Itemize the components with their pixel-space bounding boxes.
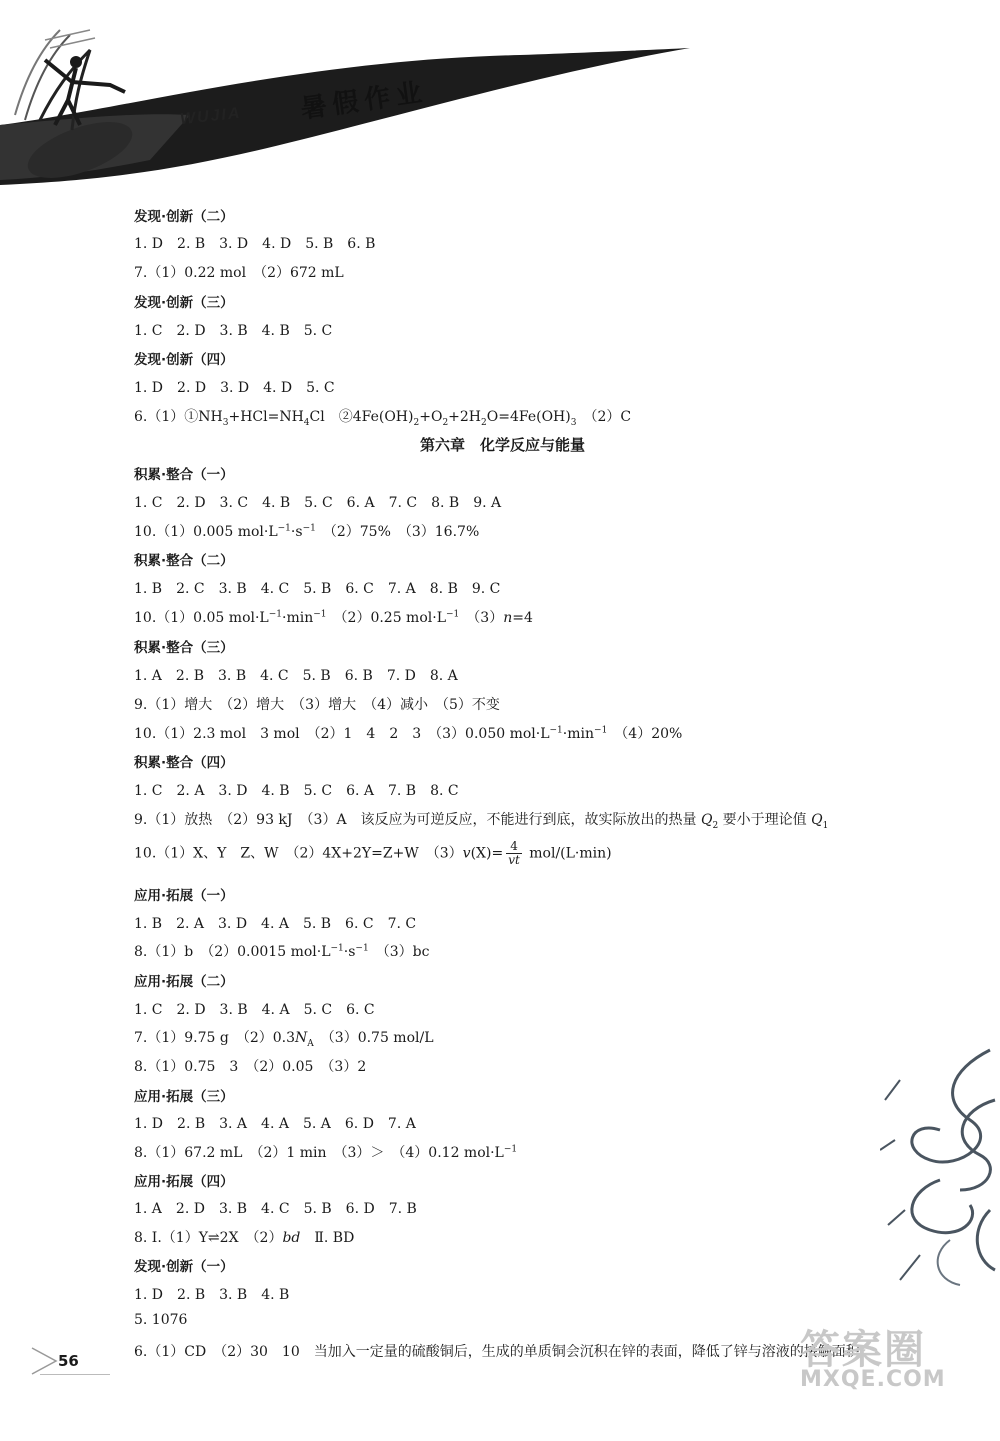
- section-heading: 应用·拓展（四）: [134, 1174, 234, 1190]
- section-heading: 积累·整合（四）: [134, 755, 234, 771]
- answer-line: 1. A 2. B 3. B 4. C 5. B 6. B 7. D 8. A: [134, 668, 458, 684]
- answer-line: 1. D 2. B 3. B 4. B: [134, 1287, 290, 1303]
- answer-line: 1. C 2. D 3. B 4. B 5. C: [134, 323, 333, 339]
- answer-line: 1. D 2. D 3. D 4. D 5. C: [134, 380, 335, 396]
- header-banner-graphic: [0, 0, 1000, 200]
- page-number-underline: [40, 1374, 110, 1375]
- section-heading: 应用·拓展（三）: [134, 1089, 234, 1105]
- header-brand-word: WUJIA: [179, 104, 243, 129]
- page-number: 56: [58, 1352, 79, 1370]
- section-heading: 发现·创新（三）: [134, 295, 234, 311]
- answer-line: 8.（1）b （2）0.0015 $mol\cdot L^{-1}\cdot s^{-1}$ （3）bc: [134, 943, 430, 960]
- answer-line: 8. Ⅰ.（1）Y⇌2X （2）bd Ⅱ. BD: [134, 1230, 355, 1246]
- answer-line: 9.（1）增大 （2）增大 （3）增大 （4）减小 （5）不变: [134, 697, 500, 713]
- answer-line: 5. 1076: [134, 1312, 188, 1328]
- answer-line: 1. B 2. A 3. D 4. A 5. B 6. C 7. C: [134, 916, 417, 932]
- answer-line: 10.（1）0.005 $mol\cdot L^{-1}\cdot s^{-1}$ （2）75% （3）16.7%: [134, 523, 480, 540]
- section-heading: 发现·创新（四）: [134, 352, 234, 368]
- section-heading: 积累·整合（一）: [134, 467, 234, 483]
- swirl-decoration: [880, 1040, 1000, 1300]
- answer-line: 1. A 2. D 3. B 4. C 5. B 6. D 7. B: [134, 1201, 417, 1217]
- answer-line: 8.（1）67.2 mL （2）1 min （3）＞ （4）0.12 $mol\cdot L^{-1}$: [134, 1144, 518, 1161]
- answer-line: 10.（1）X、Y Z、W （2）4X+2Y=Z+W （3）v(X)= $\frac{4}{vt}$ mol/(L·min): [134, 839, 612, 867]
- answer-line: 7.（1）9.75 g $(2)0.3N_A$ （3）0.75 mol/L: [134, 1030, 434, 1049]
- answer-line: 1. D 2. B 3. A 4. A 5. A 6. D 7. A: [134, 1116, 416, 1132]
- answer-line: 8.（1）0.75 3 （2）0.05 （3）2: [134, 1059, 367, 1075]
- answer-line: 9.（1）放热 （2）93 kJ （3）A 该反应为可逆反应，不能进行到底，故实际放出的热量 $Q_2$ 要小于理论值 $Q_1$: [134, 812, 829, 831]
- answer-line: 1. C 2. A 3. D 4. B 5. C 6. A 7. B 8. C: [134, 783, 459, 799]
- section-heading: 积累·整合（二）: [134, 553, 234, 569]
- watermark: [800, 1318, 990, 1392]
- answer-line: 1. C 2. D 3. C 4. B 5. C 6. A 7. C 8. B 9. A: [134, 495, 502, 511]
- header-title: 暑假作业: [298, 77, 430, 125]
- answer-line: 1. C 2. D 3. B 4. A 5. C 6. C: [134, 1002, 375, 1018]
- answer-line: 7.（1）0.22 mol （2）672 mL: [134, 265, 344, 281]
- section-heading: 应用·拓展（二）: [134, 974, 234, 990]
- section-heading: 发现·创新（二）: [134, 209, 234, 225]
- watermark-main: 答案圈: [800, 1327, 926, 1373]
- section-heading: 积累·整合（三）: [134, 640, 234, 656]
- answer-line: $6.(1)①NH_3+HCl=NH_4Cl$ $②4Fe(OH)_2+O_2+2H_2O=4Fe(OH)_3$ （2）C: [134, 409, 632, 428]
- chapter-title: 第六章 化学反应与能量: [420, 436, 586, 454]
- answer-line: 1. B 2. C 3. B 4. C 5. B 6. C 7. A 8. B 9. C: [134, 581, 501, 597]
- watermark-url: MXQE.COM: [800, 1367, 946, 1392]
- answer-line: 1. D 2. B 3. D 4. D 5. B 6. B: [134, 236, 376, 252]
- section-heading: 应用·拓展（一）: [134, 888, 234, 904]
- section-heading: 发现·创新（一）: [134, 1259, 234, 1275]
- answer-line: 10.（1）2.3 mol 3 mol （2）1 4 2 3 （3）0.050 $mol\cdot L^{-1}\cdot\min^{-1}$ （4）20%: [134, 725, 683, 742]
- answer-line: 6.（1）CD （2）30 10 当加入一定量的硫酸铜后，生成的单质铜会沉积在锌的表面，降低了锌与溶液的接触面积: [134, 1344, 860, 1360]
- answer-line: 10.（1）0.05 $mol\cdot L^{-1}\cdot\min^{-1}$ （2）0.25 $mol\cdot L^{-1}$ （3）n=4: [134, 609, 533, 626]
- page-header: [0, 0, 1000, 200]
